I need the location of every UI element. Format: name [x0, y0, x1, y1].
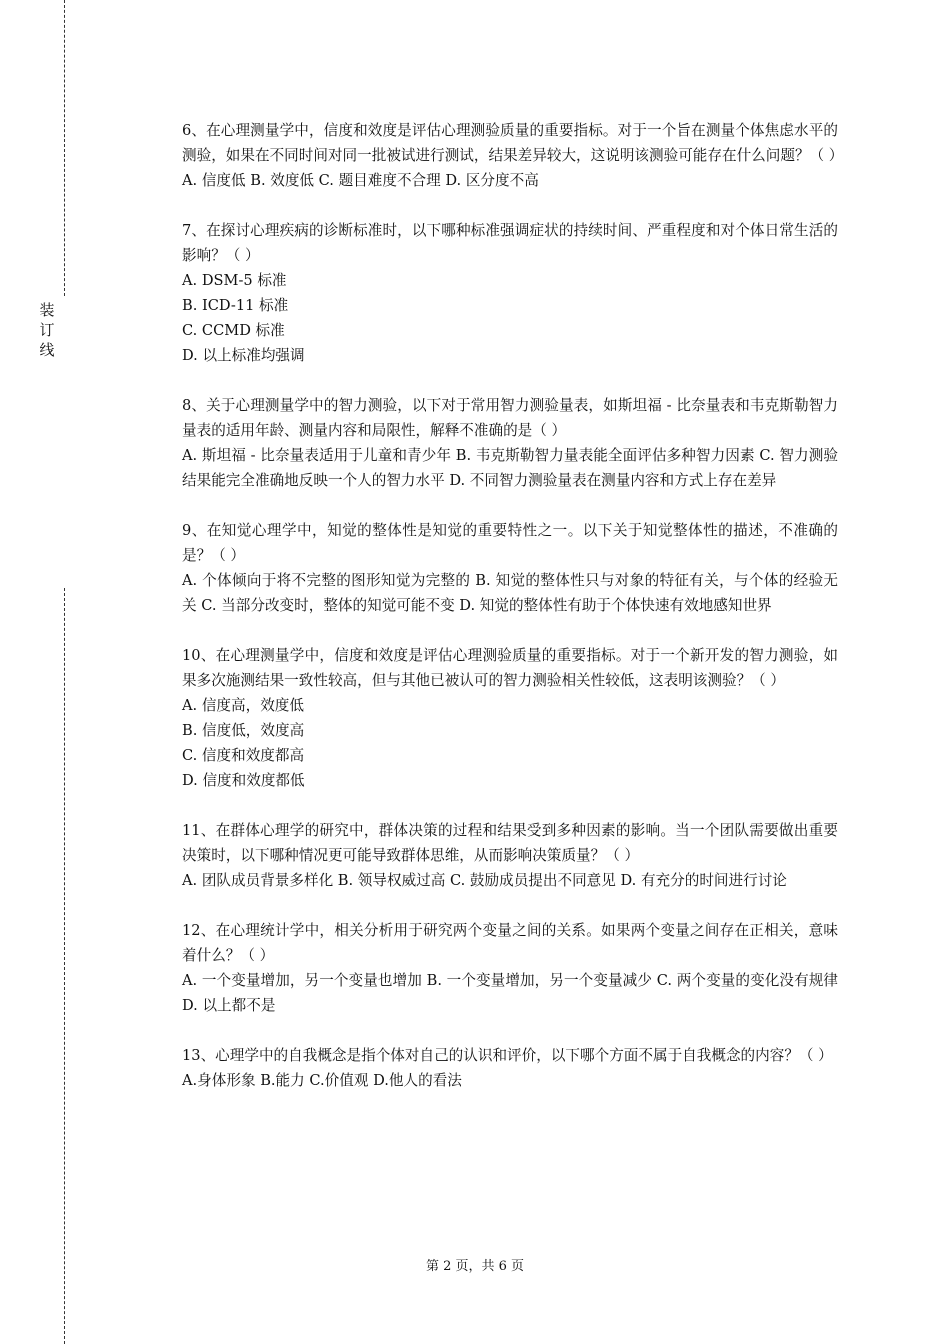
question-9 — [182, 518, 838, 618]
binding-line-top — [64, 0, 65, 296]
question-13 — [182, 1043, 838, 1093]
option-a: A. DSM-5 标准 — [182, 272, 287, 289]
question-stem: 10、在心理测量学中，信度和效度是评估心理测验质量的重要指标。对于一个新开发的智力测验，如果多次施测结果一致性较高，但与其他已被认可的智力测验相关性较低，这表明该测验？（ ） — [182, 647, 838, 689]
question-6 — [182, 118, 844, 193]
option-a: A. 信度高，效度低 — [182, 697, 304, 714]
option-b: B. ICD-11 标准 — [182, 297, 289, 314]
question-options: A. 信度低 B. 效度低 C. 题目难度不合理 D. 区分度不高 — [182, 172, 539, 189]
question-stem: 8、关于心理测量学中的智力测验，以下对于常用智力测验量表，如斯坦福 - 比奈量表和韦克斯勒智力量表的适用年龄、测量内容和局限性，解释不准确的是（ ） — [182, 397, 838, 439]
question-12 — [182, 918, 838, 1018]
question-options: A.身体形象 B.能力 C.价值观 D.他人的看法 — [182, 1072, 462, 1089]
question-11 — [182, 818, 838, 893]
question-stem: 9、在知觉心理学中，知觉的整体性是知觉的重要特性之一。以下关于知觉整体性的描述，不准确的是？（ ） — [182, 522, 838, 564]
option-d: D. 以上标准均强调 — [182, 347, 305, 364]
question-stem: 13、心理学中的自我概念是指个体对自己的认识和评价，以下哪个方面不属于自我概念的内容？（ ） — [182, 1047, 833, 1064]
question-7 — [182, 218, 838, 368]
binding-label: 装订线 — [39, 301, 55, 359]
question-stem: 12、在心理统计学中，相关分析用于研究两个变量之间的关系。如果两个变量之间存在正相关，意味着什么？（ ） — [182, 922, 838, 964]
option-b: B. 信度低，效度高 — [182, 722, 305, 739]
question-list — [182, 118, 844, 1118]
question-stem: 11、在群体心理学的研究中，群体决策的过程和结果受到多种因素的影响。当一个团队需要做出重要决策时，以下哪种情况更可能导致群体思维，从而影响决策质量？（ ） — [182, 822, 838, 864]
question-options: A. 个体倾向于将不完整的图形知觉为完整的 B. 知觉的整体性只与对象的特征有关，与个体的经验无关 C. 当部分改变时，整体的知觉可能不变 D. 知觉的整体性有助于个体快速有效地感知世界 — [182, 572, 838, 614]
question-8 — [182, 393, 838, 493]
option-c: C. 信度和效度都高 — [182, 747, 305, 764]
question-10 — [182, 643, 838, 793]
question-stem: 7、在探讨心理疾病的诊断标准时，以下哪种标准强调症状的持续时间、严重程度和对个体日常生活的影响？（ ） — [182, 222, 838, 264]
question-options: A. 团队成员背景多样化 B. 领导权威过高 C. 鼓励成员提出不同意见 D. 有充分的时间进行讨论 — [182, 872, 787, 889]
question-stem: 6、在心理测量学中，信度和效度是评估心理测验质量的重要指标。对于一个旨在测量个体焦虑水平的测验，如果在不同时间对同一批被试进行测试，结果差异较大，这说明该测验可能存在什么问题？（ ） — [182, 122, 844, 164]
question-options: A. 一个变量增加，另一个变量也增加 B. 一个变量增加，另一个变量减少 C. 两个变量的变化没有规律 D. 以上都不是 — [182, 972, 838, 1014]
binding-line-bottom — [64, 588, 65, 1344]
option-d: D. 信度和效度都低 — [182, 772, 305, 789]
page-number-footer: 第 2 页，共 6 页 — [425, 1259, 525, 1274]
question-options: A. 斯坦福 - 比奈量表适用于儿童和青少年 B. 韦克斯勒智力量表能全面评估多种智力因素 C. 智力测验结果能完全准确地反映一个人的智力水平 D. 不同智力测验量表在测量内容和方式上存在差异 — [182, 447, 838, 489]
option-c: C. CCMD 标准 — [182, 322, 285, 339]
